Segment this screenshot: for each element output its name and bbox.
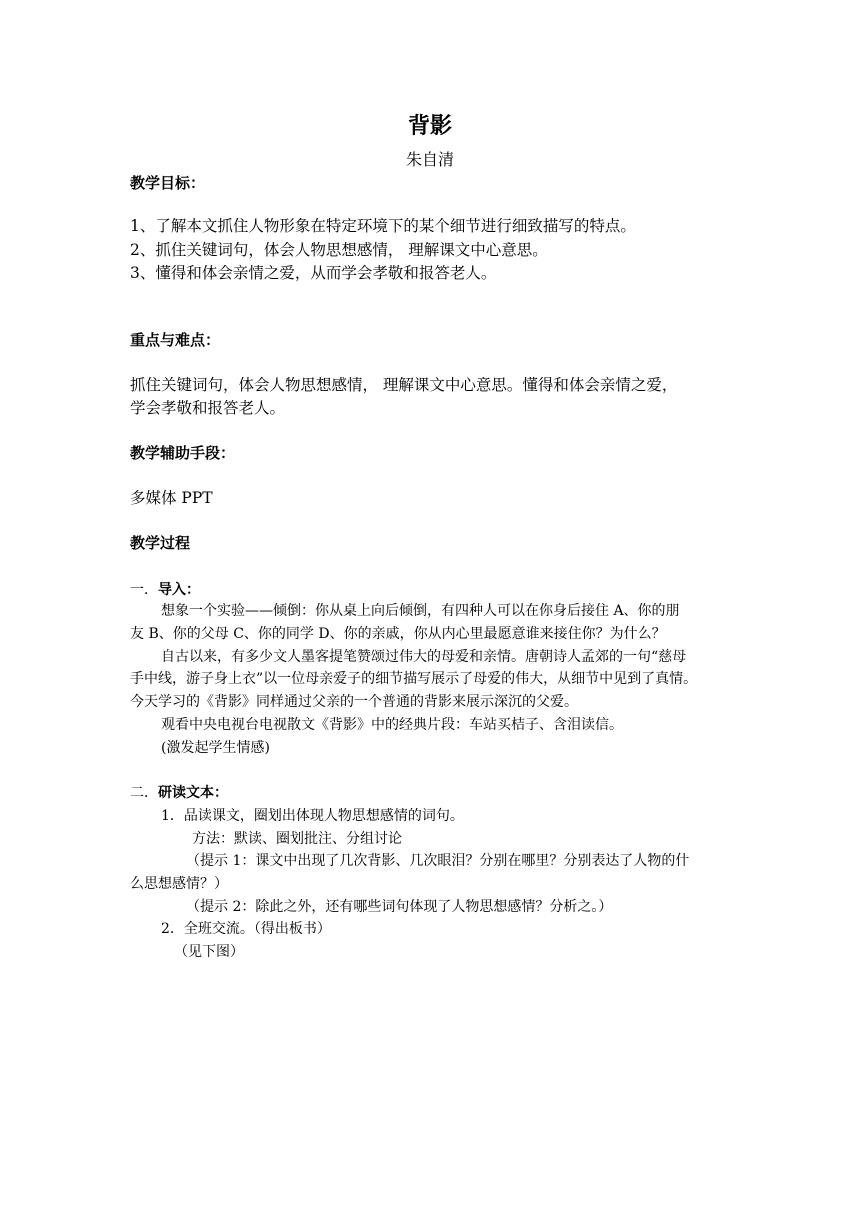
section2-line-2: 方法：默读、圈划批注、分组讨论: [192, 831, 402, 847]
section2-line-7: （见下图）: [174, 944, 244, 960]
section2-line-1: 1．品读课文，圈划出体现人物思想感情的词句。: [161, 808, 464, 824]
objective-item-2: 2、抓住关键词句，体会人物思想感情， 理解课文中心意思。: [130, 241, 548, 259]
section1-line-3: 自古以来，有多少文人墨客提笔赞颂过伟大的母爱和亲情。唐朝诗人孟郊的一句“慈母: [161, 649, 687, 665]
objectives-heading: 教学目标：: [130, 174, 206, 192]
section2-title: 研读文本：: [158, 785, 228, 801]
aids-text: 多媒体 PPT: [130, 489, 213, 507]
section1-line-2: 友 B、你的父母 C、你的同学 D、你的亲戚，你从内心里最愿意谁来接住你？为什么？: [130, 626, 666, 642]
key-points-line-2: 学会孝敬和报答老人。: [130, 399, 286, 417]
section2-line-5: （提示 2：除此之外，还有哪些词句体现了人物思想感情？分析之。）: [186, 899, 613, 915]
section1-prefix: 一．: [130, 582, 158, 598]
section2-line-6: 2．全班交流。（得出板书）: [161, 921, 331, 937]
objective-item-1: 1、了解本文抓住人物形象在特定环境下的某个细节进行细致描写的特点。: [130, 217, 636, 235]
section1-line-6: 观看中央电视台电视散文《背影》中的经典片段：车站买桔子、含泪读信。: [161, 717, 623, 733]
section1-line-5: 今天学习的《背影》同样通过父亲的一个普通的背影来展示深沉的父爱。: [130, 694, 578, 710]
section2-prefix: 二．: [130, 785, 158, 801]
section1-line-7: (激发起学生情感): [161, 740, 270, 756]
section1-title: 导入：: [158, 582, 200, 598]
section2-line-4: 么思想感情？）: [130, 876, 228, 892]
section2-heading: [130, 786, 228, 800]
key-points-line-1: 抓住关键词句，体会人物思想感情， 理解课文中心意思。懂得和体会亲情之爱，: [130, 376, 678, 394]
section1-line-4: 手中线，游子身上衣”以一位母亲爱子的细节描写展示了母爱的伟大，从细节中见到了真情。: [130, 671, 698, 687]
objective-item-3: 3、懂得和体会亲情之爱，从而学会孝敬和报答老人。: [130, 264, 497, 282]
section1-heading: [130, 583, 200, 597]
document-title: 背影: [407, 113, 452, 139]
process-heading: 教学过程: [130, 534, 191, 552]
author-name: 朱自清: [405, 150, 454, 169]
aids-heading: 教学辅助手段：: [130, 444, 236, 462]
key-points-heading: 重点与难点：: [130, 331, 221, 349]
section2-line-3: （提示 1：课文中出现了几次背影、几次眼泪？分别在哪里？分别表达了人物的什: [186, 853, 690, 869]
section1-line-1: 想象一个实验——倾倒：你从桌上向后倾倒，有四种人可以在你身后接住 A、你的朋: [161, 603, 680, 619]
